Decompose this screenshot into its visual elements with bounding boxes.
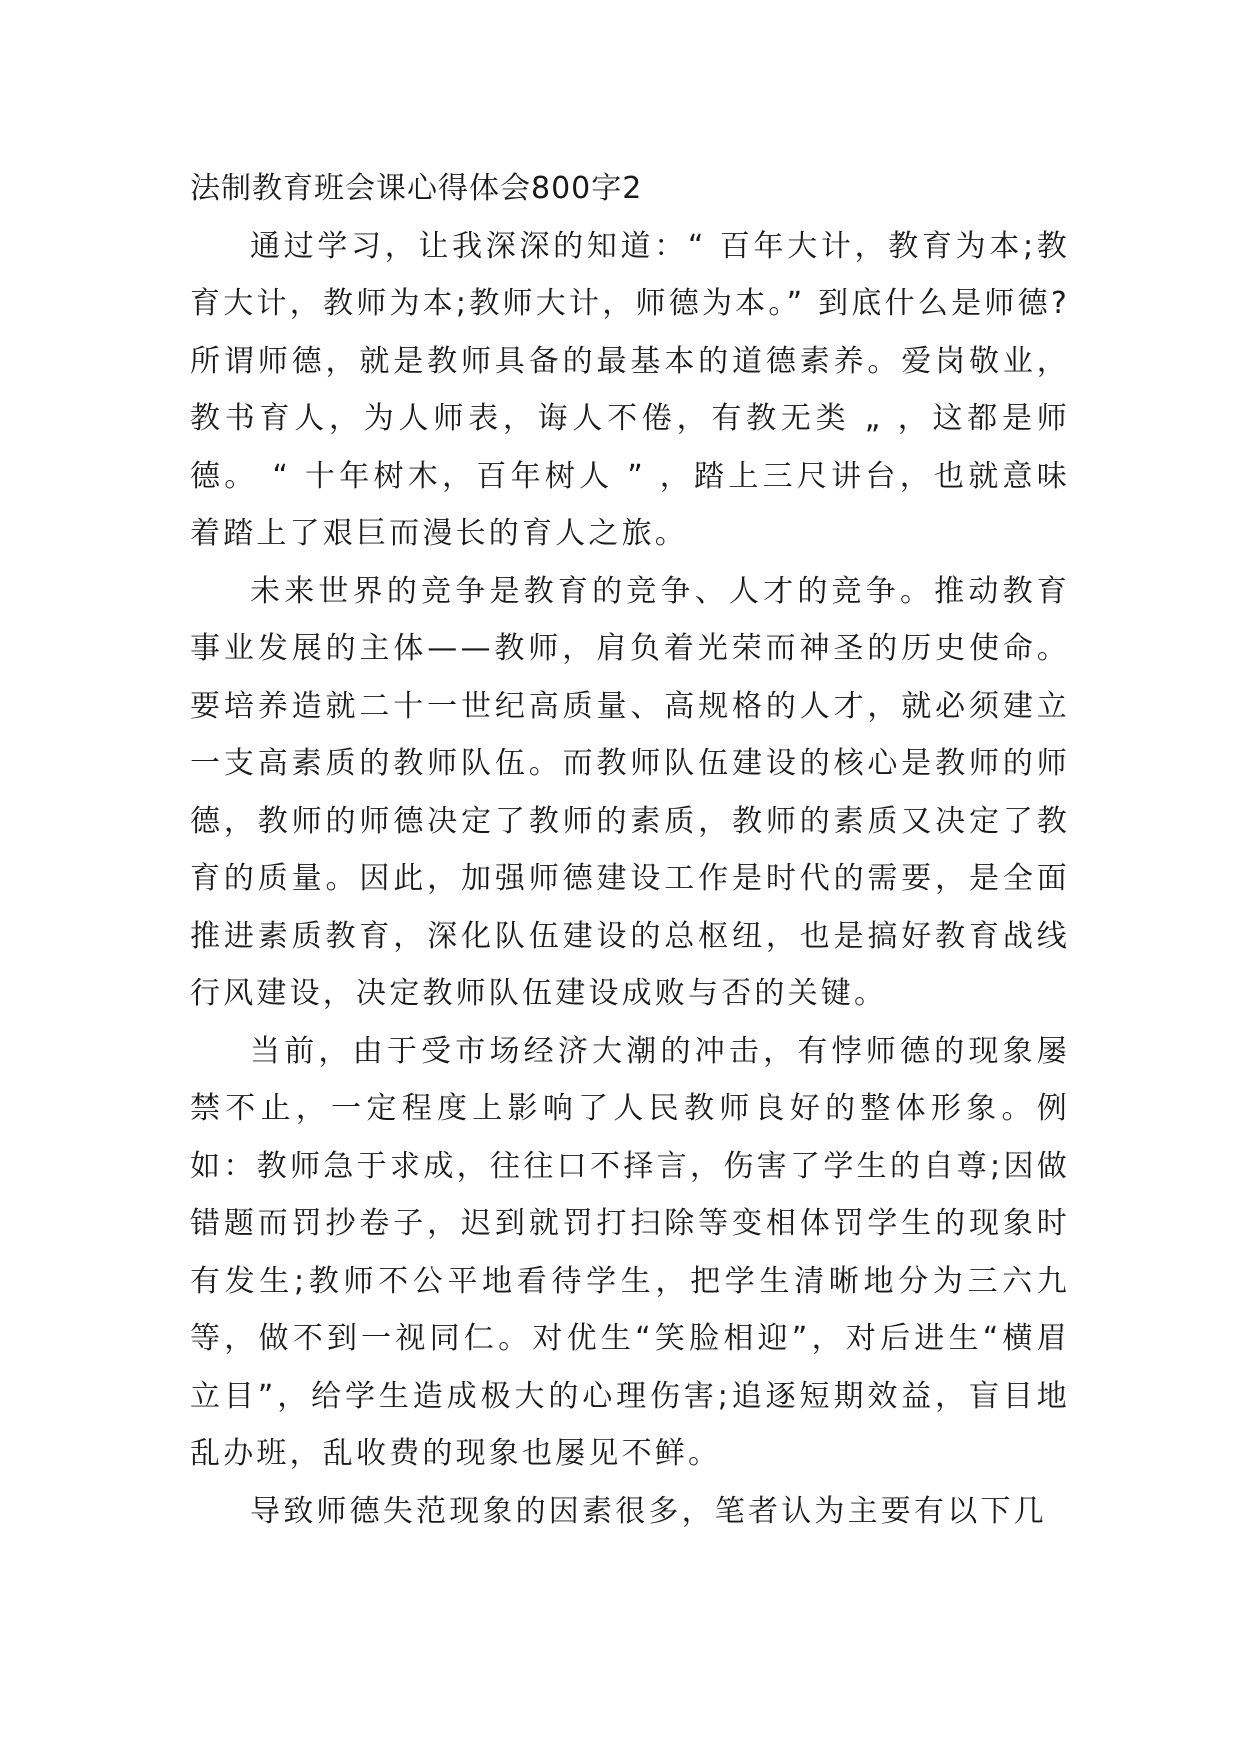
paragraph-3: 当前，由于受市场经济大潮的冲击，有悖师德的现象屡禁不止，一定程度上影响了人民教师良好的整体形象。例如：教师急于求成，往往口不择言，伤害了学生的自尊;因做错题而罚抄卷子，迟到就罚打扫除等变相体罚学生的现象时有发生;教师不公平地看待学生，把学生清晰地分为三六九等，做不到一视同仁。对优生“笑脸相迎”，对后进生“横眉立目”，给学生造成极大的心理伤害;追逐短期效益，盲目地乱办班，乱收费的现象也屡见不鲜。	[190, 1033, 1070, 1471]
document-title: 法制教育班会课心得体会800字2	[190, 171, 643, 206]
paragraph-2: 未来世界的竞争是教育的竞争、人才的竞争。推动教育事业发展的主体——教师，肩负着光荣而神圣的历史使命。要培养造就二十一世纪高质量、高规格的人才，就必须建立一支高素质的教师队伍。而教师队伍建设的核心是教师的师德，教师的师德决定了教师的素质，教师的素质又决定了教育的质量。因此，加强师德建设工作是时代的需要，是全面推进素质教育，深化队伍建设的总枢纽，也是搞好教育战线行风建设，决定教师队伍建设成败与否的关键。	[190, 573, 1070, 1011]
paragraph-4: 导致师德失范现象的因素很多，笔者认为主要有以下几	[250, 1493, 1047, 1529]
paragraph-1: 通过学习，让我深深的知道：“ 百年大计，教育为本;教育大计，教师为本;教师大计，师德为本。” 到底什么是师德?所谓师德，就是教师具备的最基本的道德素养。爱岗敬业，教书育人，为人师表，诲人不倦，有教无类 „ ，这都是师德。 “ 十年树木，百年树人 ” ，踏上三尺讲台，也就意味着踏上了艰巨而漫长的育人之旅。	[190, 228, 1070, 551]
document-body	[190, 160, 1070, 1540]
